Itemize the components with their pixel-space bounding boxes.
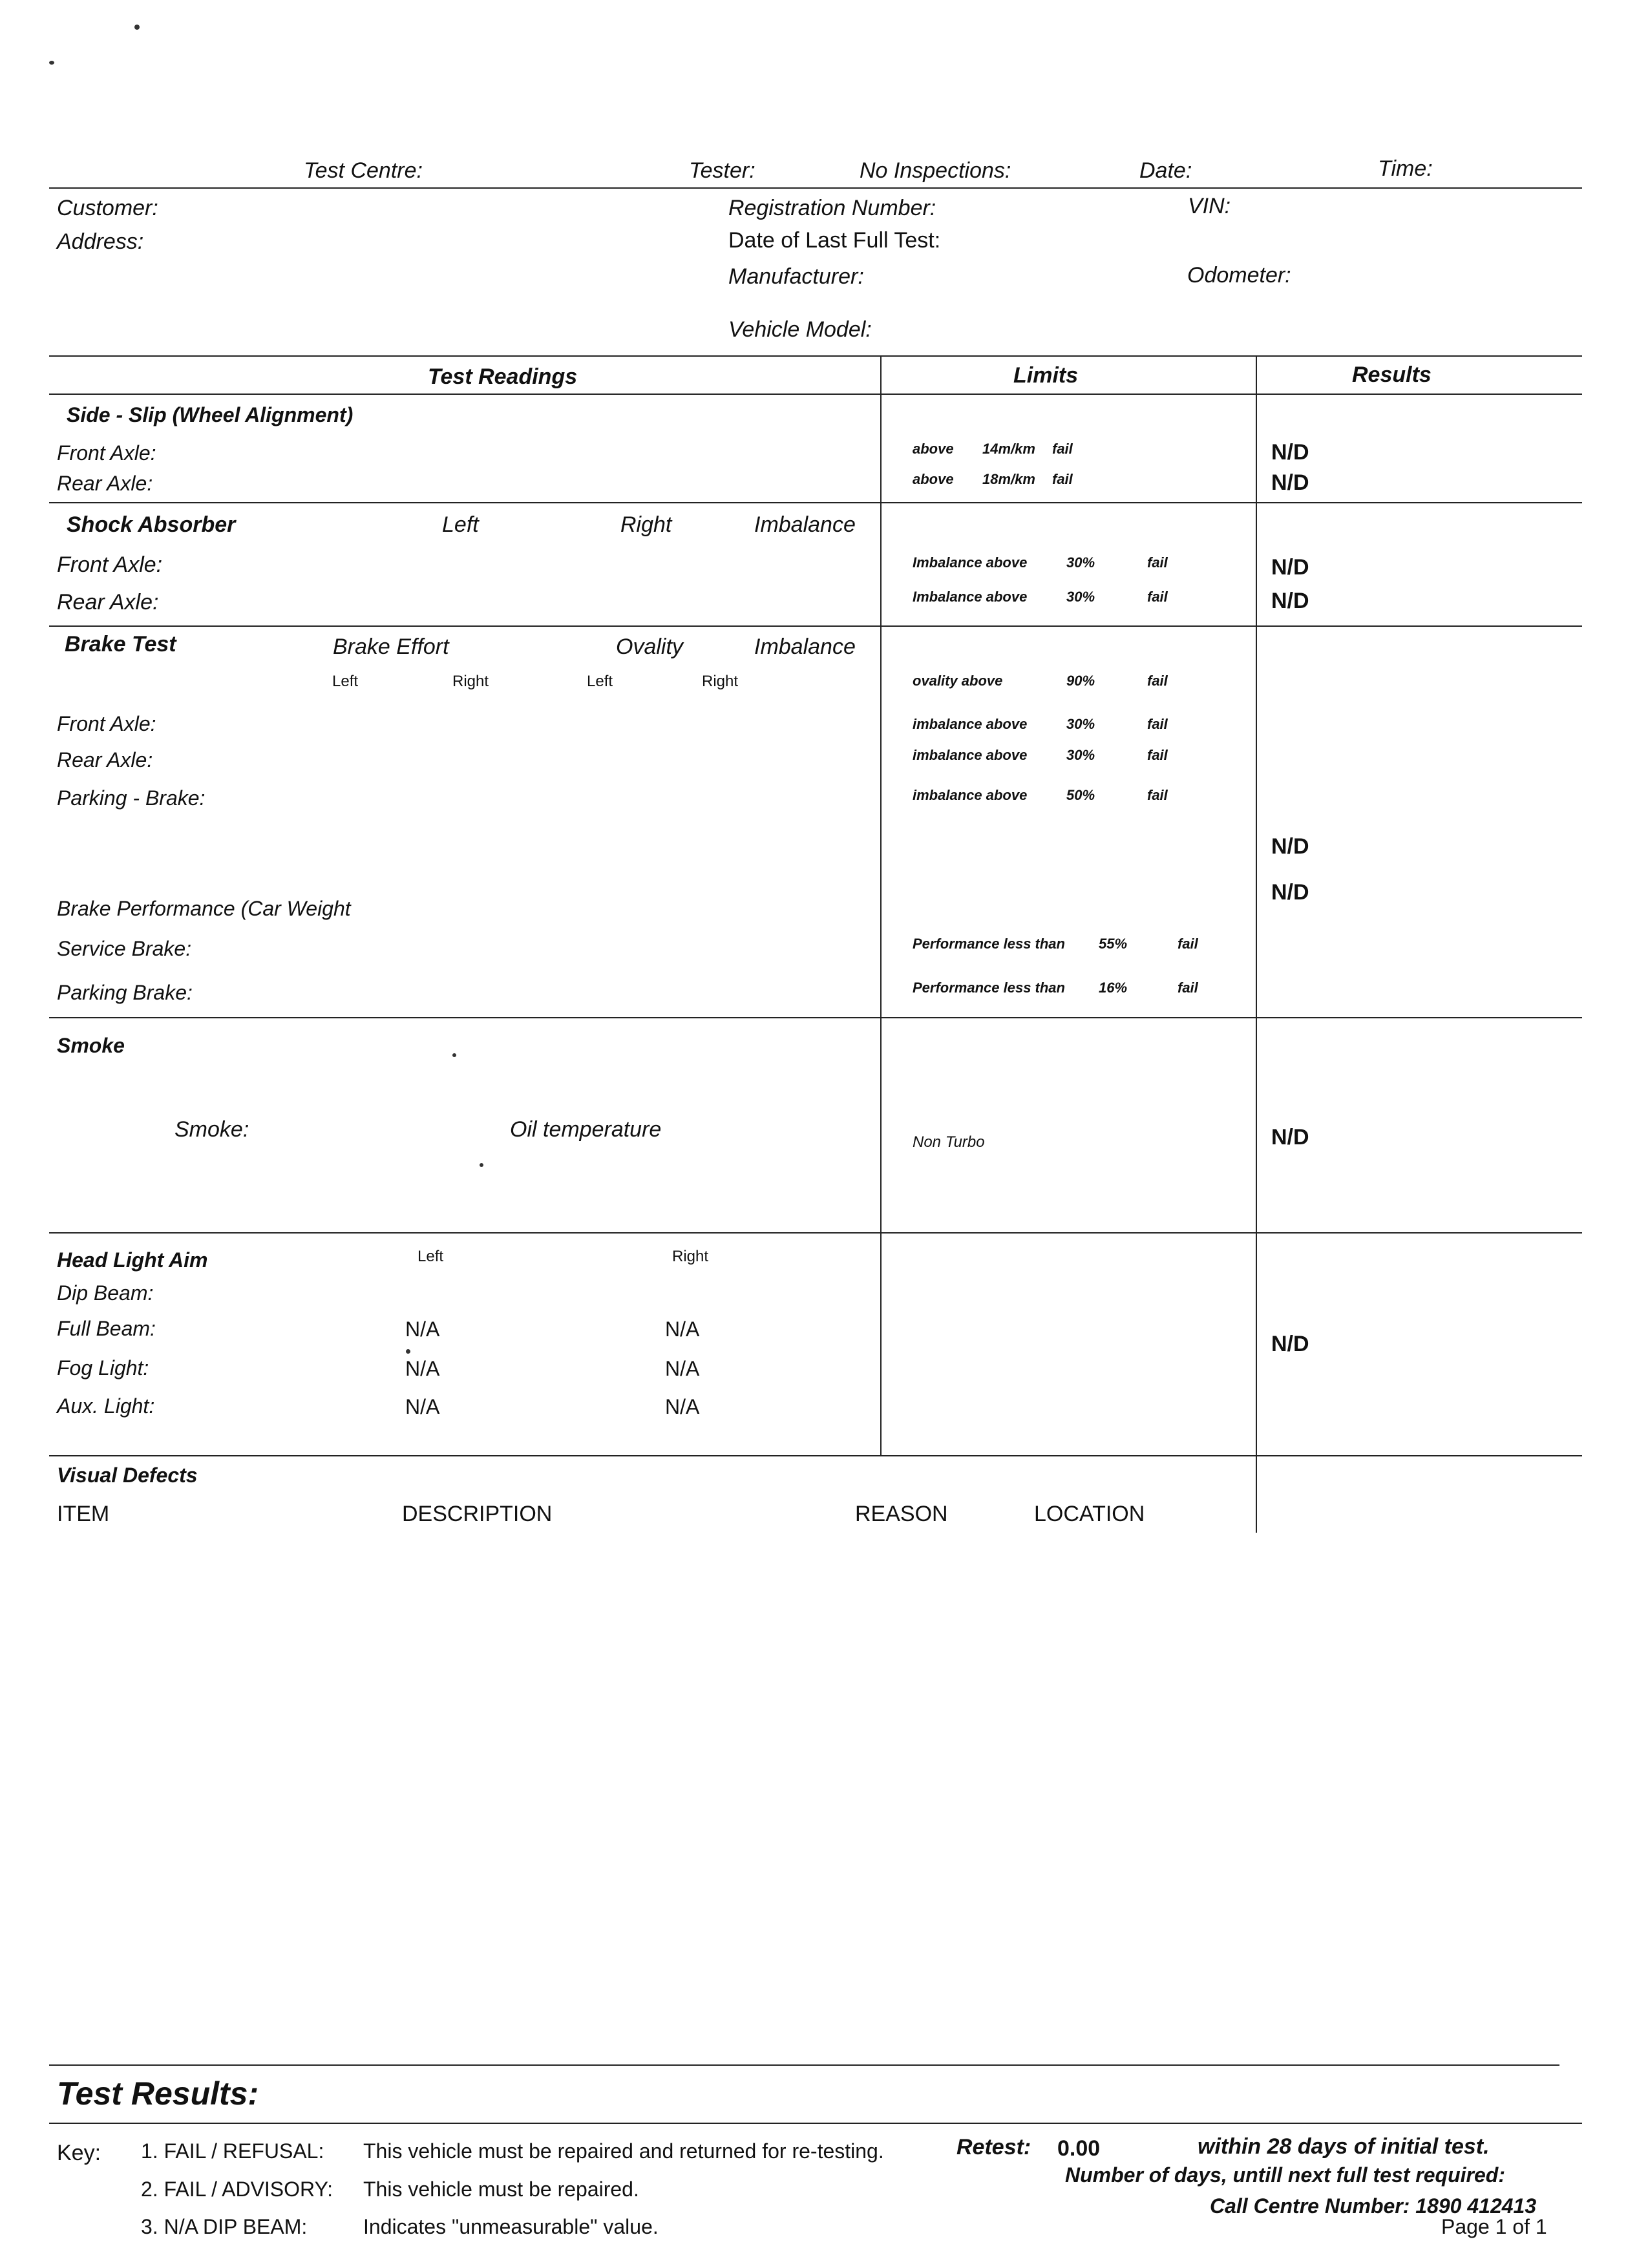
key-item-2-text: This vehicle must be repaired. xyxy=(363,2178,639,2201)
result-value: N/D xyxy=(1271,470,1309,495)
scan-speck xyxy=(480,1163,483,1167)
scan-speck xyxy=(49,61,54,65)
limit-fail: fail xyxy=(1052,471,1073,487)
vin-label: VIN: xyxy=(1188,194,1231,218)
limit-value: 30% xyxy=(1066,716,1095,732)
shock-rear-label: Rear Axle: xyxy=(57,590,159,614)
brake-sub-header: Right xyxy=(702,673,739,690)
brake-imbalance-header: Imbalance xyxy=(754,635,856,659)
key-item-2: 2. FAIL / ADVISORY: xyxy=(141,2178,333,2201)
brake-performance-label: Brake Performance (Car Weight xyxy=(57,897,351,920)
result-value: N/D xyxy=(1271,834,1309,859)
key-item-1-text: This vehicle must be repaired and returned for re-testing. xyxy=(363,2139,884,2163)
limit-value: 30% xyxy=(1066,554,1095,571)
results-column-divider xyxy=(1256,355,1257,1533)
shock-front-label: Front Axle: xyxy=(57,552,163,577)
headlight-right-header: Right xyxy=(672,1248,709,1265)
registration-label: Registration Number: xyxy=(728,196,936,220)
tester-label: Tester: xyxy=(689,158,755,183)
row-rule xyxy=(49,625,1582,627)
page-number: Page 1 of 1 xyxy=(1441,2215,1547,2238)
limit-text: imbalance above xyxy=(913,787,1028,803)
limit-text: Imbalance above xyxy=(913,589,1028,605)
scan-speck xyxy=(452,1053,456,1057)
limits-column-divider xyxy=(880,355,882,1455)
limit-value: 55% xyxy=(1099,936,1128,952)
limit-fail: fail xyxy=(1147,554,1168,571)
fog-light-label: Fog Light: xyxy=(57,1356,149,1380)
limit-text: ovality above xyxy=(913,673,1003,689)
result-value: N/D xyxy=(1271,440,1309,465)
brake-parking-label: Parking - Brake: xyxy=(57,786,206,810)
key-label: Key: xyxy=(57,2141,101,2165)
dip-beam-label: Dip Beam: xyxy=(57,1281,154,1305)
result-value: N/D xyxy=(1271,589,1309,613)
no-inspections-label: No Inspections: xyxy=(860,158,1011,183)
limit-fail: fail xyxy=(1178,980,1198,996)
retest-value: 0.00 xyxy=(1057,2136,1101,2161)
limit-text: Imbalance above xyxy=(913,554,1028,571)
limit-text: imbalance above xyxy=(913,716,1028,732)
column-limits: Limits xyxy=(1013,363,1079,388)
result-value: N/D xyxy=(1271,555,1309,580)
service-brake-label: Service Brake: xyxy=(57,937,192,960)
shock-left-header: Left xyxy=(442,512,479,537)
brake-sub-header: Left xyxy=(587,673,613,690)
last-full-test-label: Date of Last Full Test: xyxy=(728,228,941,253)
limit-fail: fail xyxy=(1147,716,1168,732)
manufacturer-label: Manufacturer: xyxy=(728,264,864,289)
full-beam-right-value: N/A xyxy=(665,1318,700,1341)
result-value: N/D xyxy=(1271,880,1309,905)
smoke-title: Smoke xyxy=(57,1034,125,1057)
limit-fail: fail xyxy=(1147,747,1168,763)
headlight-left-header: Left xyxy=(417,1248,444,1265)
brake-front-label: Front Axle: xyxy=(57,712,156,735)
row-rule xyxy=(49,1455,1582,1456)
limit-value: 30% xyxy=(1066,747,1095,763)
limit-fail: fail xyxy=(1178,936,1198,952)
key-item-1: 1. FAIL / REFUSAL: xyxy=(141,2139,324,2163)
parking-brake-label: Parking Brake: xyxy=(57,981,193,1004)
visual-item-header: ITEM xyxy=(57,1502,110,1526)
header-rule xyxy=(49,187,1582,189)
brake-ovality-header: Ovality xyxy=(616,635,683,659)
brake-effort-header: Brake Effort xyxy=(333,635,449,659)
key-item-3-text: Indicates "unmeasurable" value. xyxy=(363,2215,659,2238)
limit-text: imbalance above xyxy=(913,747,1028,763)
column-results: Results xyxy=(1352,362,1431,387)
side-slip-title: Side - Slip (Wheel Alignment) xyxy=(67,403,354,426)
shock-right-header: Right xyxy=(620,512,672,537)
column-header-rule xyxy=(49,394,1582,395)
address-label: Address: xyxy=(57,229,144,254)
aux-light-left-value: N/A xyxy=(405,1395,440,1418)
brake-title: Brake Test xyxy=(65,632,176,656)
footer-key-rule xyxy=(49,2123,1582,2124)
days-until-next-test-text: Number of days, untill next full test required: xyxy=(1065,2163,1505,2187)
visual-description-header: DESCRIPTION xyxy=(402,1502,553,1526)
limit-text: above xyxy=(913,441,954,457)
shock-title: Shock Absorber xyxy=(67,512,236,537)
brake-rear-label: Rear Axle: xyxy=(57,748,153,772)
side-slip-front-label: Front Axle: xyxy=(57,441,156,465)
side-slip-rear-label: Rear Axle: xyxy=(57,472,153,495)
visual-reason-header: REASON xyxy=(855,1502,948,1526)
limit-text: Performance less than xyxy=(913,936,1065,952)
limit-fail: fail xyxy=(1052,441,1073,457)
visual-defects-title: Visual Defects xyxy=(57,1464,198,1487)
oil-temperature-label: Oil temperature xyxy=(510,1117,662,1142)
footer-top-rule xyxy=(49,2064,1559,2066)
vehicle-model-label: Vehicle Model: xyxy=(728,317,872,342)
aux-light-label: Aux. Light: xyxy=(57,1394,155,1418)
row-rule xyxy=(49,1017,1582,1018)
limit-fail: fail xyxy=(1147,673,1168,689)
retest-label: Retest: xyxy=(956,2135,1031,2159)
test-centre-label: Test Centre: xyxy=(304,158,423,183)
result-value: N/D xyxy=(1271,1125,1309,1150)
limit-fail: fail xyxy=(1147,589,1168,605)
date-label: Date: xyxy=(1139,158,1192,183)
table-top-rule xyxy=(49,355,1582,357)
test-results-title: Test Results: xyxy=(57,2075,259,2112)
limit-text: Non Turbo xyxy=(913,1133,985,1151)
result-value: N/D xyxy=(1271,1332,1309,1356)
scan-speck xyxy=(406,1349,410,1354)
smoke-label: Smoke: xyxy=(174,1117,249,1142)
visual-location-header: LOCATION xyxy=(1034,1502,1145,1526)
shock-imbalance-header: Imbalance xyxy=(754,512,856,537)
limit-value: 18m/km xyxy=(982,471,1035,487)
row-rule xyxy=(49,1232,1582,1234)
time-label: Time: xyxy=(1378,156,1433,181)
limit-value: 50% xyxy=(1066,787,1095,803)
call-centre-number: Call Centre Number: 1890 412413 xyxy=(1210,2194,1537,2218)
row-rule xyxy=(49,502,1582,503)
headlight-title: Head Light Aim xyxy=(57,1248,208,1272)
key-item-3: 3. N/A DIP BEAM: xyxy=(141,2215,308,2238)
fog-light-right-value: N/A xyxy=(665,1357,700,1380)
column-test-readings: Test Readings xyxy=(428,364,578,389)
limit-value: 14m/km xyxy=(982,441,1035,457)
retest-window-text: within 28 days of initial test. xyxy=(1198,2134,1490,2159)
limit-text: Performance less than xyxy=(913,980,1065,996)
limit-value: 90% xyxy=(1066,673,1095,689)
full-beam-left-value: N/A xyxy=(405,1318,440,1341)
limit-value: 30% xyxy=(1066,589,1095,605)
customer-label: Customer: xyxy=(57,196,158,220)
limit-text: above xyxy=(913,471,954,487)
odometer-label: Odometer: xyxy=(1187,263,1291,288)
limit-value: 16% xyxy=(1099,980,1128,996)
brake-sub-header: Right xyxy=(452,673,489,690)
scan-speck xyxy=(134,25,140,30)
fog-light-left-value: N/A xyxy=(405,1357,440,1380)
limit-fail: fail xyxy=(1147,787,1168,803)
aux-light-right-value: N/A xyxy=(665,1395,700,1418)
full-beam-label: Full Beam: xyxy=(57,1317,156,1340)
brake-sub-header: Left xyxy=(332,673,359,690)
